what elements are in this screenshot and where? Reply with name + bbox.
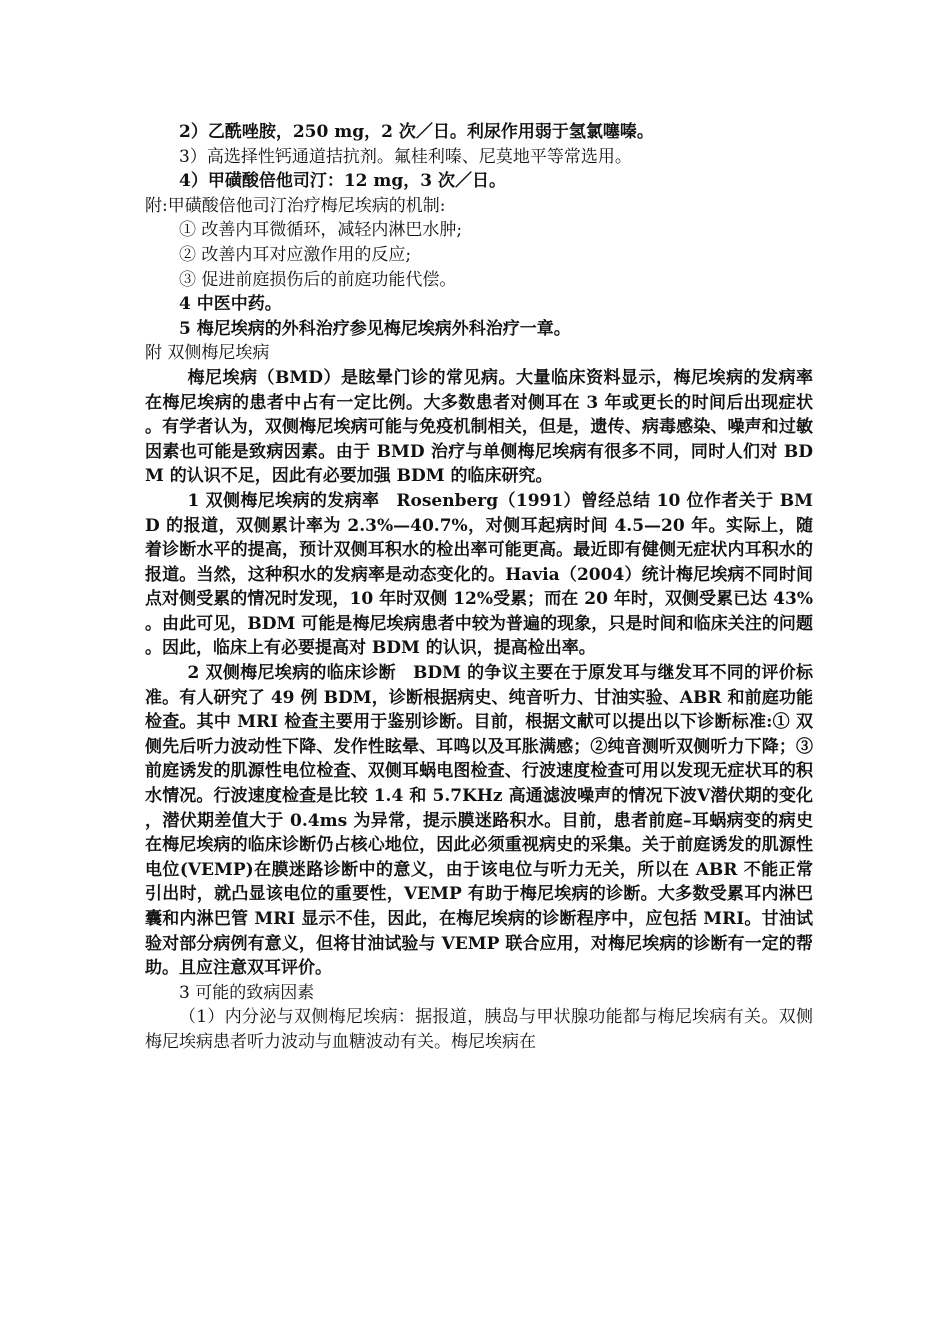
section-1-paragraph — [145, 489, 813, 661]
list-item-calcium-blocker: 3）高选择性钙通道拮抗剂。氟桂利嗪、尼莫地平等常选用。 — [179, 146, 632, 167]
mechanism-item-2: ② 改善内耳对应激作用的反应; — [179, 244, 412, 265]
mechanism-item-1: ① 改善内耳微循环，减轻内淋巴水肿; — [179, 220, 463, 241]
list-item-acetazolamide: 2）乙酰唑胺，250 mg，2 次／日。利尿作用弱于氢氯噻嗪。 — [179, 122, 654, 142]
section-3-item-1: （1）内分泌与双侧梅尼埃病：据报道，胰岛与甲状腺功能都与梅尼埃病有关。双侧梅尼埃病患者听力波动与血糖波动有关。梅尼埃病在 — [145, 1007, 813, 1052]
section-2-body: BDM 的争议主要在于原发耳与继发耳不同的评价标准。有人研究了 49 例 BDM，诊断根据病史、纯音听力、甘油实验、ABR 和前庭功能检查。其中 MRI 检查主要用于鉴别诊断。目前，根据文献可以提出以下诊断标准:① 双侧先后听力波动性下降、发作性眩晕、耳鸣以及耳胀满感；②纯音测听双侧听力下降；③前庭诱发的肌源性电位检查、双侧耳蜗电图检查、行波速度检查可用以发现无症状耳的积水情况。行波速度检查是比较 1.4 和 5.7KHz 高通滤波噪声的情况下波Ⅴ潜伏期的变化，潜伏期差值大于 0.4ms 为异常，提示膜迷路积水。目前，患者前庭–耳蜗病变的病史在梅尼埃病的临床诊断仍占核心地位，因此必须重视病史的采集。关于前庭诱发的肌源性电位(VEMP)在膜迷路诊断中的意义，由于该电位与听力无关，所以在 ABR 不能正常引出时，就凸显该电位的重要性，VEMP 有助于梅尼埃病的诊断。大多数受累耳内淋巴囊和内淋巴管 MRI 显示不佳，因此，在梅尼埃病的诊断程序中，应包括 MRI。甘油试验对部分病例有意义，但将甘油试验与 VEMP 联合应用，对梅尼埃病的诊断有一定的帮助。且应注意双耳评价。 — [145, 663, 813, 979]
section-2-title: 2 双侧梅尼埃病的临床诊断 — [187, 663, 396, 684]
list-item-betahistine: 4）甲磺酸倍他司汀：12 mg，3 次／日。 — [179, 171, 507, 192]
section-1-body: Rosenberg（1991）曾经总结 10 位作者关于 BMD 的报道，双侧累计率为 2.3%—40.7%，对侧耳起病时间 4.5—20 年。实际上，随着诊断水平的提高，预计双侧耳积水的检出率可能更高。最近即有健侧无症状内耳积水的报道。当然，这种积水的发病率是动态变化的。Havia（2004）统计梅尼埃病不同时间点对侧受累的情况时发现，10 年时双侧 12%受累；而在 20 年时，双侧受累已达 43%。由此可见，BDM 可能是梅尼埃病患者中较为普遍的现象，只是时间和临床关注的问题。因此，临床上有必要提高对 BDM 的认识，提高检出率。 — [145, 490, 813, 659]
item-surgery: 5 梅尼埃病的外科治疗参见梅尼埃病外科治疗一章。 — [179, 318, 571, 339]
section-2-paragraph — [145, 661, 813, 981]
section-1-title: 1 双侧梅尼埃病的发病率 — [187, 490, 380, 511]
document-page — [145, 120, 813, 1055]
section-3-title: 3 可能的致病因素 — [179, 982, 315, 1003]
bilateral-heading: 附 双侧梅尼埃病 — [145, 343, 270, 364]
item-tcm: 4 中医中药。 — [179, 294, 282, 315]
appendix-mechanism-heading: 附:甲磺酸倍他司汀治疗梅尼埃病的机制: — [145, 195, 446, 216]
bilateral-intro-paragraph: 梅尼埃病（BMD）是眩晕门诊的常见病。大量临床资料显示，梅尼埃病的发病率在梅尼埃病的患者中占有一定比例。大多数患者对侧耳在 3 年或更长的时间后出现症状。有学者认为，双侧梅尼埃病可能与免疫机制相关，但是，遗传、病毒感染、噪声和过敏因素也可能是致病因素。由于 BMD 治疗与单侧梅尼埃病有很多不同，同时人们对 BDM 的认识不足，因此有必要加强 BDM 的临床研究。 — [145, 367, 813, 487]
mechanism-item-3: ③ 促进前庭损伤后的前庭功能代偿。 — [179, 269, 457, 290]
